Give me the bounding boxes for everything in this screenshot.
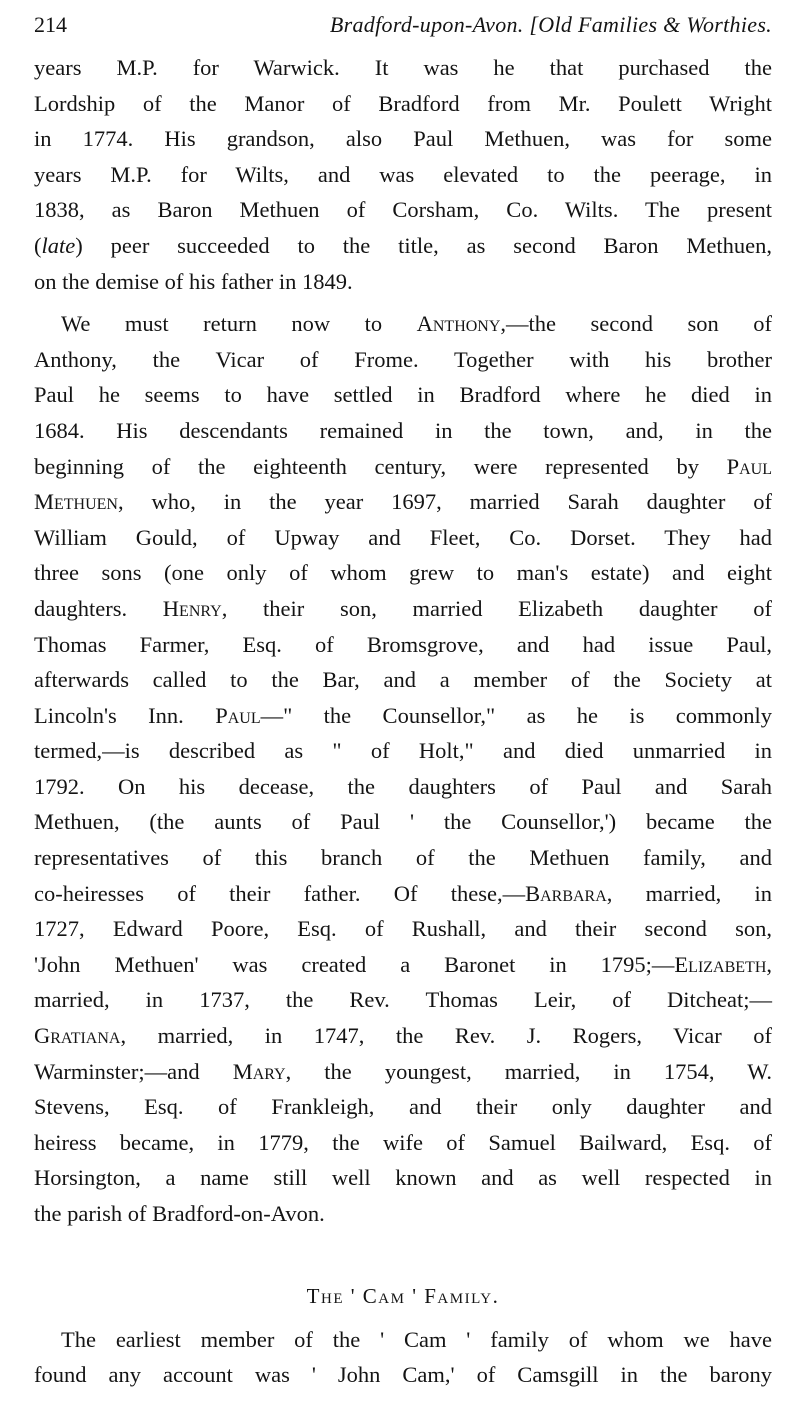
paragraph-methuen-peerage bbox=[34, 50, 772, 299]
running-title: Bradford-upon-Avon. [Old Families & Worthies. bbox=[329, 12, 772, 37]
name-small-caps: Henry bbox=[162, 595, 222, 621]
text-line: William Gould, of Upway and Fleet, Co. Dorset. They had bbox=[34, 524, 772, 550]
text-line: Paul he seems to have settled in Bradford where he died in bbox=[34, 382, 772, 408]
text-line: the parish of Bradford-on-Avon. bbox=[34, 1201, 325, 1226]
text-line: 1684. His descendants remained in the town, and, in the bbox=[34, 417, 772, 443]
text-line: Lordship of the Manor of Bradford from Mr. Poulett Wright bbox=[34, 90, 772, 116]
text-line: in 1774. His grandson, also Paul Methuen, was for some bbox=[34, 126, 772, 152]
text-line: found any account was ' John Cam,' of Camsgill in the barony bbox=[34, 1362, 772, 1388]
text-line: Horsington, a name still well known and as well respected in bbox=[34, 1165, 772, 1191]
text-line: married, in 1737, the Rev. Thomas Leir, of Ditcheat;— bbox=[34, 987, 772, 1013]
name-small-caps: Barbara bbox=[525, 880, 607, 906]
text-line: 1792. On his decease, the daughters of Paul and Sarah bbox=[34, 773, 772, 799]
name-small-caps: Elizabeth bbox=[674, 951, 767, 977]
text-line: (late) peer succeeded to the title, as second Baron Methuen, bbox=[34, 232, 772, 258]
name-small-caps: Paul bbox=[215, 702, 261, 728]
text-line: Lincoln's Inn. Paul—" the Counsellor," as he is commonly bbox=[34, 702, 772, 728]
text-line: Stevens, Esq. of Frankleigh, and their only daughter and bbox=[34, 1094, 772, 1120]
text-line: daughters. Henry, their son, married Elizabeth daughter of bbox=[34, 595, 772, 621]
name-small-caps: Anthony bbox=[416, 311, 501, 337]
section-heading: The ' Cam ' Family. bbox=[306, 1283, 500, 1308]
text-line: Warminster;—and Mary, the youngest, married, in 1754, W. bbox=[34, 1058, 772, 1084]
book-page bbox=[34, 0, 772, 1393]
page-number: 214 bbox=[34, 12, 67, 37]
name-small-caps: Paul bbox=[726, 453, 772, 479]
text-line: Gratiana, married, in 1747, the Rev. J. Rogers, Vicar of bbox=[34, 1023, 772, 1049]
text-line: on the demise of his father in 1849. bbox=[34, 268, 353, 294]
name-small-caps: Gratiana bbox=[34, 1023, 121, 1049]
text-line: co-heiresses of their father. Of these,—Barbara, married, in bbox=[34, 880, 772, 906]
italic-word: late bbox=[41, 232, 76, 258]
name-small-caps: Mary bbox=[232, 1058, 286, 1084]
text-line: representatives of this branch of the Methuen family, and bbox=[34, 845, 772, 871]
text-line: 'John Methuen' was created a Baronet in 1795;—Elizabeth, bbox=[34, 951, 772, 977]
text-line: The earliest member of the ' Cam ' family of whom we have bbox=[61, 1326, 772, 1352]
text-line: Methuen, (the aunts of Paul ' the Counsellor,') became the bbox=[34, 809, 772, 835]
text-line: Thomas Farmer, Esq. of Bromsgrove, and had issue Paul, bbox=[34, 631, 772, 657]
text-line: 1838, as Baron Methuen of Corsham, Co. Wilts. The present bbox=[34, 197, 772, 223]
text-line: termed,—is described as " of Holt," and died unmarried in bbox=[34, 738, 772, 764]
text-line: Anthony, the Vicar of Frome. Together with his brother bbox=[34, 346, 772, 372]
text-line: years M.P. for Wilts, and was elevated to the peerage, in bbox=[34, 161, 772, 187]
text-line: heiress became, in 1779, the wife of Samuel Bailward, Esq. of bbox=[34, 1129, 772, 1155]
text-line: three sons (one only of whom grew to man's estate) and eight bbox=[34, 560, 772, 586]
text-line: Methuen, who, in the year 1697, married Sarah daughter of bbox=[34, 489, 772, 515]
paragraph-cam-family bbox=[34, 1322, 772, 1393]
page-header bbox=[34, 0, 772, 50]
name-small-caps: Methuen bbox=[34, 489, 118, 515]
paragraph-anthony-methuen bbox=[34, 306, 772, 1231]
text-line: afterwards called to the Bar, and a member of the Society at bbox=[34, 667, 772, 693]
text-line: We must return now to Anthony,—the second son of bbox=[61, 311, 772, 337]
text-line: years M.P. for Warwick. It was he that purchased the bbox=[34, 55, 772, 80]
text-line: 1727, Edward Poore, Esq. of Rushall, and their second son, bbox=[34, 916, 772, 942]
text-line: beginning of the eighteenth century, were represented by Paul bbox=[34, 453, 772, 479]
